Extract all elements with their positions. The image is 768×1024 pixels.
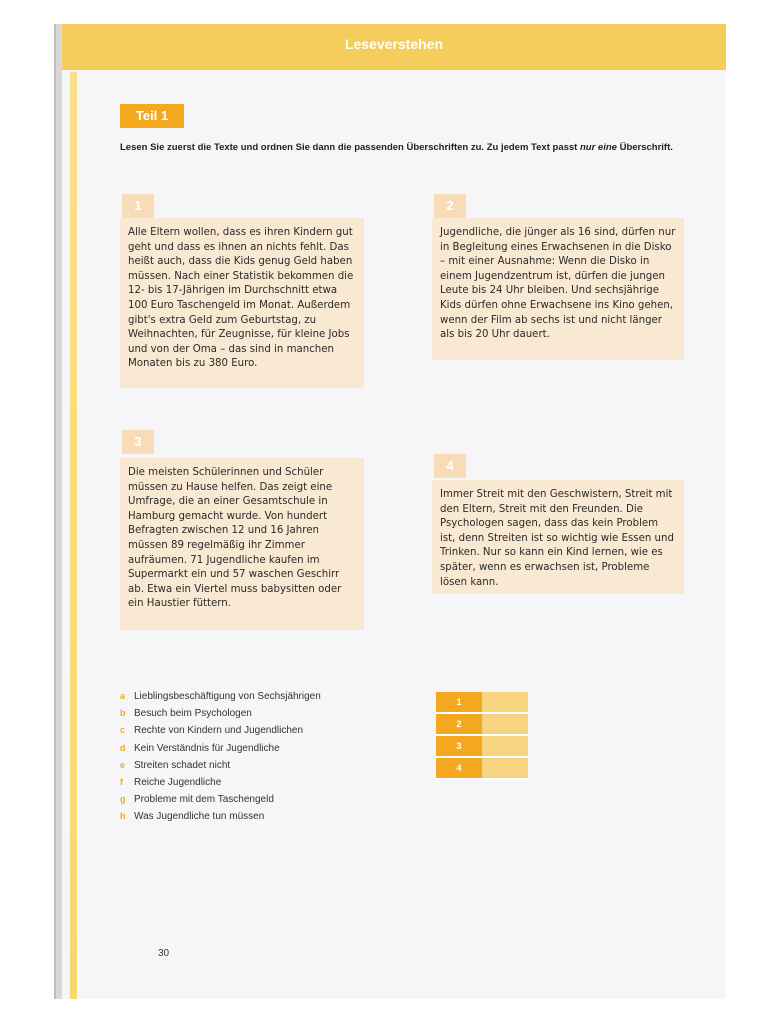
text-number-3: 3 <box>122 430 154 454</box>
text-number-4: 4 <box>434 454 466 478</box>
option-b: b Besuch beim Psychologen <box>120 708 252 720</box>
text-box-3: Die meisten Schülerinnen und Schüler müssen zu Hause helfen. Das zeigt eine Umfrage, die an einer Gesamtschule in Hamburg gemacht wurde. Von hundert Befragten zwischen 12 und 16 Jahren müssen 89 regelmäßig ihr Zimmer aufräumen. 71 Jugendliche kaufen im Supermarkt ein und 57 waschen Geschirr ab. Etwa ein Viertel muss babysitten oder ein Haustier füttern. <box>120 458 364 630</box>
answer-cell-4[interactable] <box>482 757 528 779</box>
page-number: 30 <box>158 948 170 959</box>
answer-cell-1[interactable] <box>482 692 528 713</box>
option-d: d Kein Verständnis für Jugendliche <box>120 742 280 754</box>
section-title: Leseverstehen <box>344 36 444 52</box>
workbook-page <box>56 24 726 999</box>
option-f: f Reiche Jugendliche <box>120 777 222 789</box>
teil-badge: Teil 1 <box>120 104 184 128</box>
header-band <box>62 24 726 70</box>
option-c: c Rechte von Kindern und Jugendlichen <box>120 725 304 737</box>
option-e: e Streiten schadet nicht <box>120 759 231 771</box>
text-box-4: Immer Streit mit den Geschwistern, Streit mit den Eltern, Streit mit den Freunden. Die Psychologen sagen, dass das kein Problem ist, denn Streiten ist so wichtig wie Essen und Trinken. Nur so kann ein Kind lernen, wie es später, wenn es erwachsen ist, Probleme lösen kann. <box>432 480 684 594</box>
text-number-1: 1 <box>122 194 154 218</box>
answer-row-1 <box>436 692 528 713</box>
answer-row-2 <box>436 713 528 735</box>
left-edge-stripe <box>70 72 77 999</box>
instruction-after: Überschrift. <box>616 142 673 153</box>
answer-row-number: 3 <box>436 735 482 757</box>
answer-row-number: 4 <box>436 757 482 779</box>
option-g: g Probleme mit dem Taschengeld <box>120 794 274 806</box>
answer-cell-2[interactable] <box>482 713 528 735</box>
answer-row-4 <box>436 757 528 779</box>
text-number-2: 2 <box>434 194 466 218</box>
instruction-text <box>120 142 720 153</box>
text-box-1: Alle Eltern wollen, dass es ihren Kindern gut geht und dass es ihnen an nichts fehlt. Das heißt auch, dass die Kids genug Geld haben müssen. Nach einer Statistik bekommen die 12- bis 17-Jährigen im Durchschnitt etwa 100 Euro Taschengeld im Monat. Außerdem gibt's extra Geld zum Geburtstag, zu Weihnachten, für Zeugnisse, für kleine Jobs und von der Oma – das sind in manchen Monaten bis zu 380 Euro. <box>120 218 364 388</box>
answer-row-number: 1 <box>436 692 482 713</box>
answer-row-number: 2 <box>436 713 482 735</box>
instruction-before: Lesen Sie zuerst die Texte und ordnen Sie dann die passenden Überschriften zu. Zu jedem Text passt <box>120 142 580 153</box>
instruction-emphasis: nur eine <box>579 142 617 153</box>
text-box-2: Jugendliche, die jünger als 16 sind, dürfen nur in Begleitung eines Erwachsenen in die Disko – mit einer Ausnahme: Wenn die Disko in einem Jugendzentrum ist, dürfen die jungen Leute bis 24 Uhr bleiben. Und sechsjährige Kids dürfen ohne Erwachsene ins Kino gehen, wenn der Film ab sechs ist und nicht länger als bis 20 Uhr dauert. <box>432 218 684 360</box>
heading-options-list <box>120 688 420 826</box>
answer-row-3 <box>436 735 528 757</box>
answer-grid <box>436 692 528 780</box>
option-h: h Was Jugendliche tun müssen <box>120 811 265 823</box>
option-a: a Lieblingsbeschäftigung von Sechsjährigen <box>120 691 321 702</box>
answer-cell-3[interactable] <box>482 735 528 757</box>
